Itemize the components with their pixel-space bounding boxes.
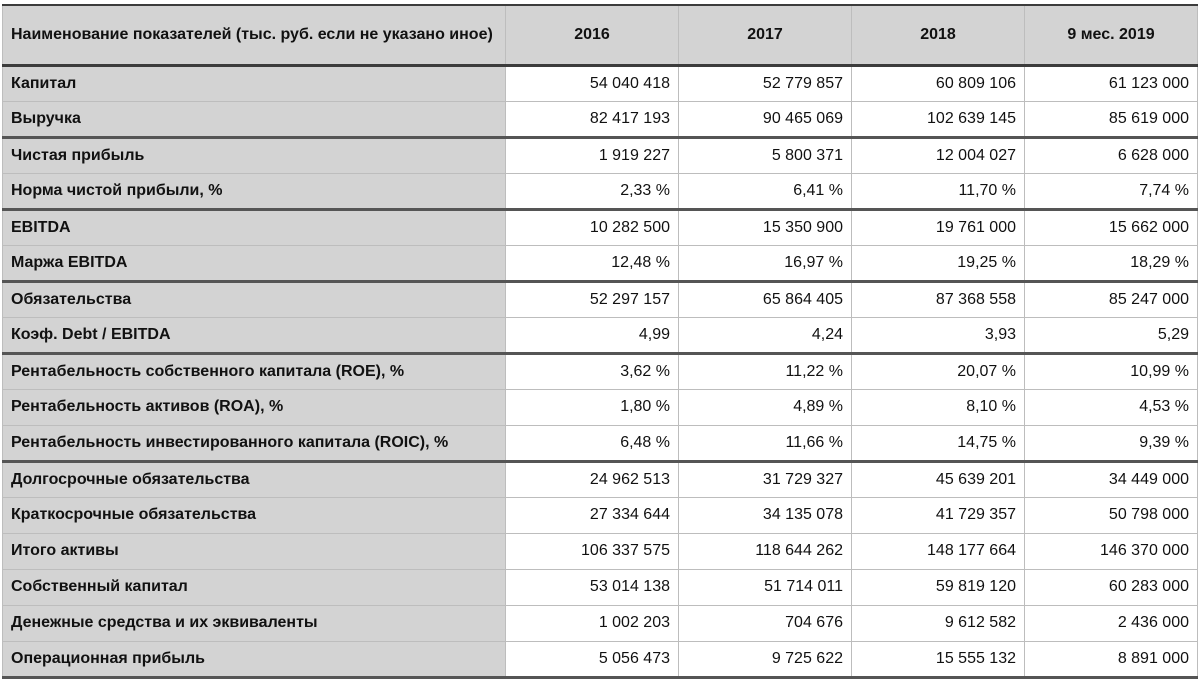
value-cell: 52 297 157 <box>506 281 679 317</box>
table-body <box>3 65 1198 677</box>
value-cell: 148 177 664 <box>852 533 1025 569</box>
value-cell: 12,48 % <box>506 245 679 281</box>
row-label: Рентабельность инвестированного капитала (ROIC), % <box>3 425 506 461</box>
value-cell: 102 639 145 <box>852 101 1025 137</box>
value-cell: 2,33 % <box>506 173 679 209</box>
value-cell: 20,07 % <box>852 353 1025 389</box>
row-label: Рентабельность собственного капитала (ROE), % <box>3 353 506 389</box>
value-cell: 8 891 000 <box>1025 641 1198 677</box>
value-cell: 3,93 <box>852 317 1025 353</box>
value-cell: 5 056 473 <box>506 641 679 677</box>
value-cell: 12 004 027 <box>852 137 1025 173</box>
value-cell: 45 639 201 <box>852 461 1025 497</box>
value-cell: 7,74 % <box>1025 173 1198 209</box>
value-cell: 60 283 000 <box>1025 569 1198 605</box>
header-year-2017: 2017 <box>679 5 852 65</box>
value-cell: 6 628 000 <box>1025 137 1198 173</box>
row-label: Итого активы <box>3 533 506 569</box>
value-cell: 11,22 % <box>679 353 852 389</box>
value-cell: 704 676 <box>679 605 852 641</box>
value-cell: 24 962 513 <box>506 461 679 497</box>
value-cell: 4,24 <box>679 317 852 353</box>
value-cell: 3,62 % <box>506 353 679 389</box>
row-label: Маржа EBITDA <box>3 245 506 281</box>
value-cell: 50 798 000 <box>1025 497 1198 533</box>
row-label: Капитал <box>3 65 506 101</box>
value-cell: 18,29 % <box>1025 245 1198 281</box>
value-cell: 87 368 558 <box>852 281 1025 317</box>
value-cell: 85 247 000 <box>1025 281 1198 317</box>
value-cell: 6,41 % <box>679 173 852 209</box>
value-cell: 82 417 193 <box>506 101 679 137</box>
row-label: Краткосрочные обязательства <box>3 497 506 533</box>
value-cell: 9,39 % <box>1025 425 1198 461</box>
row-label: Чистая прибыль <box>3 137 506 173</box>
value-cell: 34 449 000 <box>1025 461 1198 497</box>
table-row <box>3 65 1198 101</box>
table-header <box>3 5 1198 65</box>
table-row <box>3 533 1198 569</box>
row-label: Выручка <box>3 101 506 137</box>
table-row <box>3 605 1198 641</box>
value-cell: 14,75 % <box>852 425 1025 461</box>
financial-indicators-table <box>2 4 1198 679</box>
table-row <box>3 209 1198 245</box>
header-year-2018: 2018 <box>852 5 1025 65</box>
value-cell: 54 040 418 <box>506 65 679 101</box>
value-cell: 11,70 % <box>852 173 1025 209</box>
value-cell: 5 800 371 <box>679 137 852 173</box>
value-cell: 1 919 227 <box>506 137 679 173</box>
table-row <box>3 101 1198 137</box>
table-row <box>3 389 1198 425</box>
value-cell: 4,89 % <box>679 389 852 425</box>
row-label: Долгосрочные обязательства <box>3 461 506 497</box>
value-cell: 146 370 000 <box>1025 533 1198 569</box>
value-cell: 11,66 % <box>679 425 852 461</box>
table-row <box>3 641 1198 677</box>
row-label: Обязательства <box>3 281 506 317</box>
value-cell: 15 350 900 <box>679 209 852 245</box>
value-cell: 51 714 011 <box>679 569 852 605</box>
header-row <box>3 5 1198 65</box>
row-label: Операционная прибыль <box>3 641 506 677</box>
value-cell: 52 779 857 <box>679 65 852 101</box>
value-cell: 19,25 % <box>852 245 1025 281</box>
table-row <box>3 461 1198 497</box>
value-cell: 6,48 % <box>506 425 679 461</box>
value-cell: 15 662 000 <box>1025 209 1198 245</box>
table-row <box>3 281 1198 317</box>
row-label: EBITDA <box>3 209 506 245</box>
value-cell: 106 337 575 <box>506 533 679 569</box>
table-row <box>3 569 1198 605</box>
value-cell: 4,53 % <box>1025 389 1198 425</box>
table-row <box>3 353 1198 389</box>
value-cell: 5,29 <box>1025 317 1198 353</box>
value-cell: 9 612 582 <box>852 605 1025 641</box>
row-label: Коэф. Debt / EBITDA <box>3 317 506 353</box>
row-label: Рентабельность активов (ROA), % <box>3 389 506 425</box>
header-indicator-label: Наименование показателей (тыс. руб. если не указано иное) <box>3 5 506 65</box>
value-cell: 85 619 000 <box>1025 101 1198 137</box>
value-cell: 19 761 000 <box>852 209 1025 245</box>
value-cell: 16,97 % <box>679 245 852 281</box>
value-cell: 61 123 000 <box>1025 65 1198 101</box>
value-cell: 118 644 262 <box>679 533 852 569</box>
table-row <box>3 137 1198 173</box>
table-row <box>3 317 1198 353</box>
value-cell: 41 729 357 <box>852 497 1025 533</box>
value-cell: 59 819 120 <box>852 569 1025 605</box>
table-row <box>3 173 1198 209</box>
value-cell: 60 809 106 <box>852 65 1025 101</box>
value-cell: 10 282 500 <box>506 209 679 245</box>
value-cell: 53 014 138 <box>506 569 679 605</box>
row-label: Норма чистой прибыли, % <box>3 173 506 209</box>
value-cell: 2 436 000 <box>1025 605 1198 641</box>
header-year-2016: 2016 <box>506 5 679 65</box>
row-label: Денежные средства и их эквиваленты <box>3 605 506 641</box>
value-cell: 4,99 <box>506 317 679 353</box>
header-year-9m-2019: 9 мес. 2019 <box>1025 5 1198 65</box>
value-cell: 31 729 327 <box>679 461 852 497</box>
value-cell: 1 002 203 <box>506 605 679 641</box>
value-cell: 8,10 % <box>852 389 1025 425</box>
table-row <box>3 497 1198 533</box>
value-cell: 9 725 622 <box>679 641 852 677</box>
value-cell: 34 135 078 <box>679 497 852 533</box>
table-row <box>3 245 1198 281</box>
value-cell: 27 334 644 <box>506 497 679 533</box>
value-cell: 65 864 405 <box>679 281 852 317</box>
row-label: Собственный капитал <box>3 569 506 605</box>
value-cell: 90 465 069 <box>679 101 852 137</box>
table-row <box>3 425 1198 461</box>
value-cell: 10,99 % <box>1025 353 1198 389</box>
value-cell: 15 555 132 <box>852 641 1025 677</box>
value-cell: 1,80 % <box>506 389 679 425</box>
